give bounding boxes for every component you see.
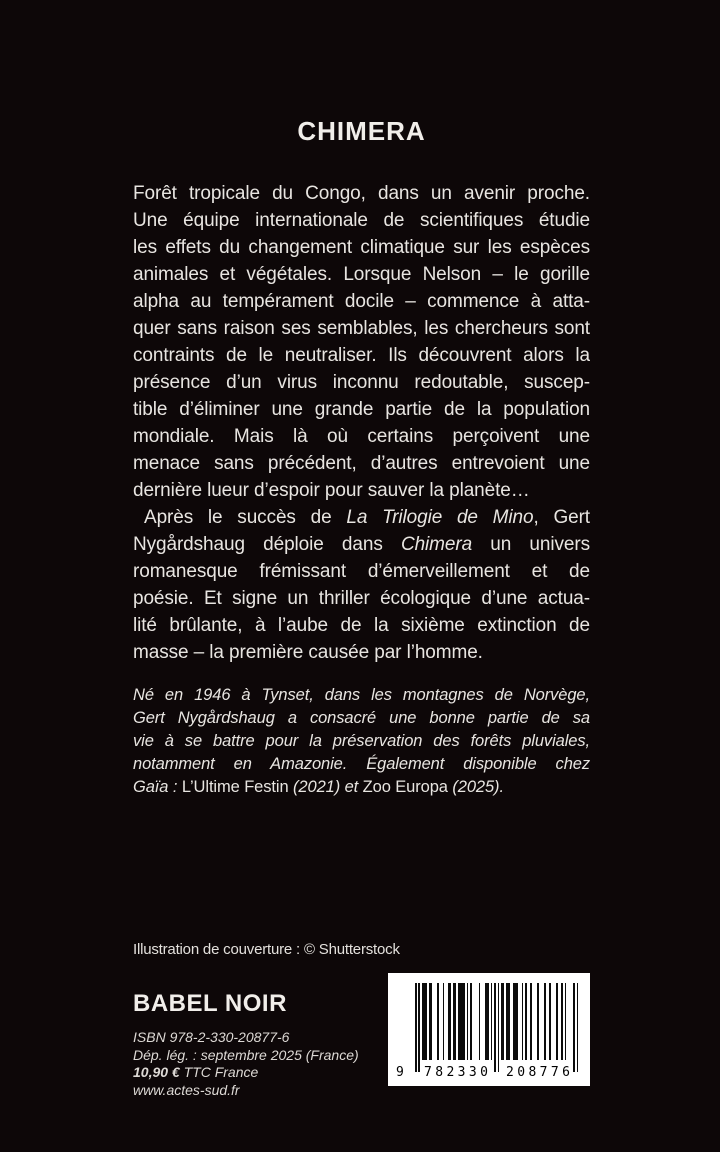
imprint-details <box>133 1029 423 1099</box>
text-segment: dernière lueur d’espoir pour sauver la planète… <box>133 480 530 501</box>
text-line <box>133 234 590 261</box>
text-line <box>133 612 590 639</box>
text-segment: romanesque frémissant d’émerveillement et de <box>133 561 590 582</box>
text-segment: TTC France <box>179 1064 259 1080</box>
text-segment: L’Ultime Festin <box>181 778 289 796</box>
cover-illustration-credit: Illustration de couverture : © Shutterstock <box>133 941 400 958</box>
text-line <box>133 1029 423 1047</box>
text-line <box>133 261 590 288</box>
text-segment: ISBN 978-2-330-20877-6 <box>133 1029 290 1045</box>
text-segment: Une équipe internationale de scientifiques étudie <box>133 210 590 231</box>
text-line <box>133 288 590 315</box>
text-segment: 10,90 € <box>133 1064 180 1080</box>
text-line <box>133 369 590 396</box>
ean13-barcode <box>388 973 590 1086</box>
text-segment: Nygårdshaug déploie dans <box>133 534 401 555</box>
synopsis <box>133 180 590 666</box>
book-title: CHIMERA <box>297 116 426 146</box>
text-segment: présence d’un virus inconnu redoutable, suscep- <box>133 372 590 393</box>
text-line <box>133 531 590 558</box>
barcode-digits-left: 782330 <box>424 1065 492 1080</box>
text-line <box>133 639 590 666</box>
text-line <box>133 315 590 342</box>
barcode-module <box>577 983 579 1072</box>
text-segment: un univers <box>472 534 590 555</box>
text-line <box>133 558 590 585</box>
text-line <box>133 1082 423 1100</box>
synopsis-paragraph-2 <box>133 504 590 666</box>
text-segment: menace sans précédent, d’autres entrevoient une <box>133 453 590 474</box>
text-segment: animales et végétales. Lorsque Nelson – le gorille <box>133 264 590 285</box>
text-line <box>133 1047 423 1065</box>
text-line <box>133 776 590 799</box>
text-line <box>133 450 590 477</box>
text-segment: Gert Nygårdshaug a consacré une bonne partie de sa <box>133 709 590 727</box>
barcode-digits-right: 208776 <box>506 1065 574 1080</box>
text-segment: La Trilogie de Mino <box>346 507 534 528</box>
text-segment: , Gert <box>533 507 590 528</box>
barcode-bars <box>415 983 579 1072</box>
text-line <box>133 477 590 504</box>
text-segment: Forêt tropicale du Congo, dans un avenir proche. <box>133 183 590 204</box>
text-line <box>133 207 590 234</box>
text-line <box>133 342 590 369</box>
text-segment: Né en 1946 à Tynset, dans les montagnes de Norvège, <box>133 686 590 704</box>
text-segment: (2021) et <box>288 778 363 796</box>
text-segment: Zoo Europa <box>362 778 448 796</box>
text-segment: poésie. Et signe un thriller écologique d’une actua- <box>133 588 590 609</box>
text-line <box>133 730 590 753</box>
text-segment: lité brûlante, à l’aube de la sixième extinction de <box>133 615 590 636</box>
text-segment: mondiale. Mais là où certains perçoivent une <box>133 426 590 447</box>
synopsis-paragraph-1 <box>133 180 590 504</box>
text-line <box>133 396 590 423</box>
text-segment: contraints de le neutraliser. Ils découvrent alors la <box>133 345 590 366</box>
text-segment: www.actes-sud.fr <box>133 1081 240 1098</box>
text-segment: alpha au tempérament docile – commence à atta- <box>133 291 590 312</box>
publisher-imprint-name: BABEL NOIR <box>133 990 287 1017</box>
author-bio <box>133 684 590 799</box>
text-line <box>133 585 590 612</box>
text-line <box>133 423 590 450</box>
text-segment: tible d’éliminer une grande partie de la population <box>133 399 590 420</box>
text-segment: masse – la première causée par l’homme. <box>133 642 483 663</box>
text-segment: Dép. lég. : septembre 2025 (France) <box>133 1046 359 1063</box>
text-line <box>133 180 590 207</box>
text-segment: les effets du changement climatique sur les espèces <box>133 237 590 258</box>
text-line <box>133 504 590 531</box>
text-line <box>133 753 590 776</box>
text-segment: Chimera <box>400 534 473 555</box>
text-segment: notamment en Amazonie. Également disponible chez <box>133 755 590 773</box>
text-line <box>133 707 590 730</box>
text-segment: vie à se battre pour la préservation des forêts pluviales, <box>133 732 590 750</box>
text-line <box>133 684 590 707</box>
text-segment: Gaïa : <box>133 778 182 796</box>
text-line <box>133 1064 423 1082</box>
barcode-prefix-digit: 9 <box>396 1065 404 1080</box>
text-segment: (2025). <box>447 778 504 796</box>
text-segment: Après le succès de <box>144 507 347 528</box>
text-segment: quer sans raison ses semblables, les chercheurs sont <box>133 318 590 339</box>
